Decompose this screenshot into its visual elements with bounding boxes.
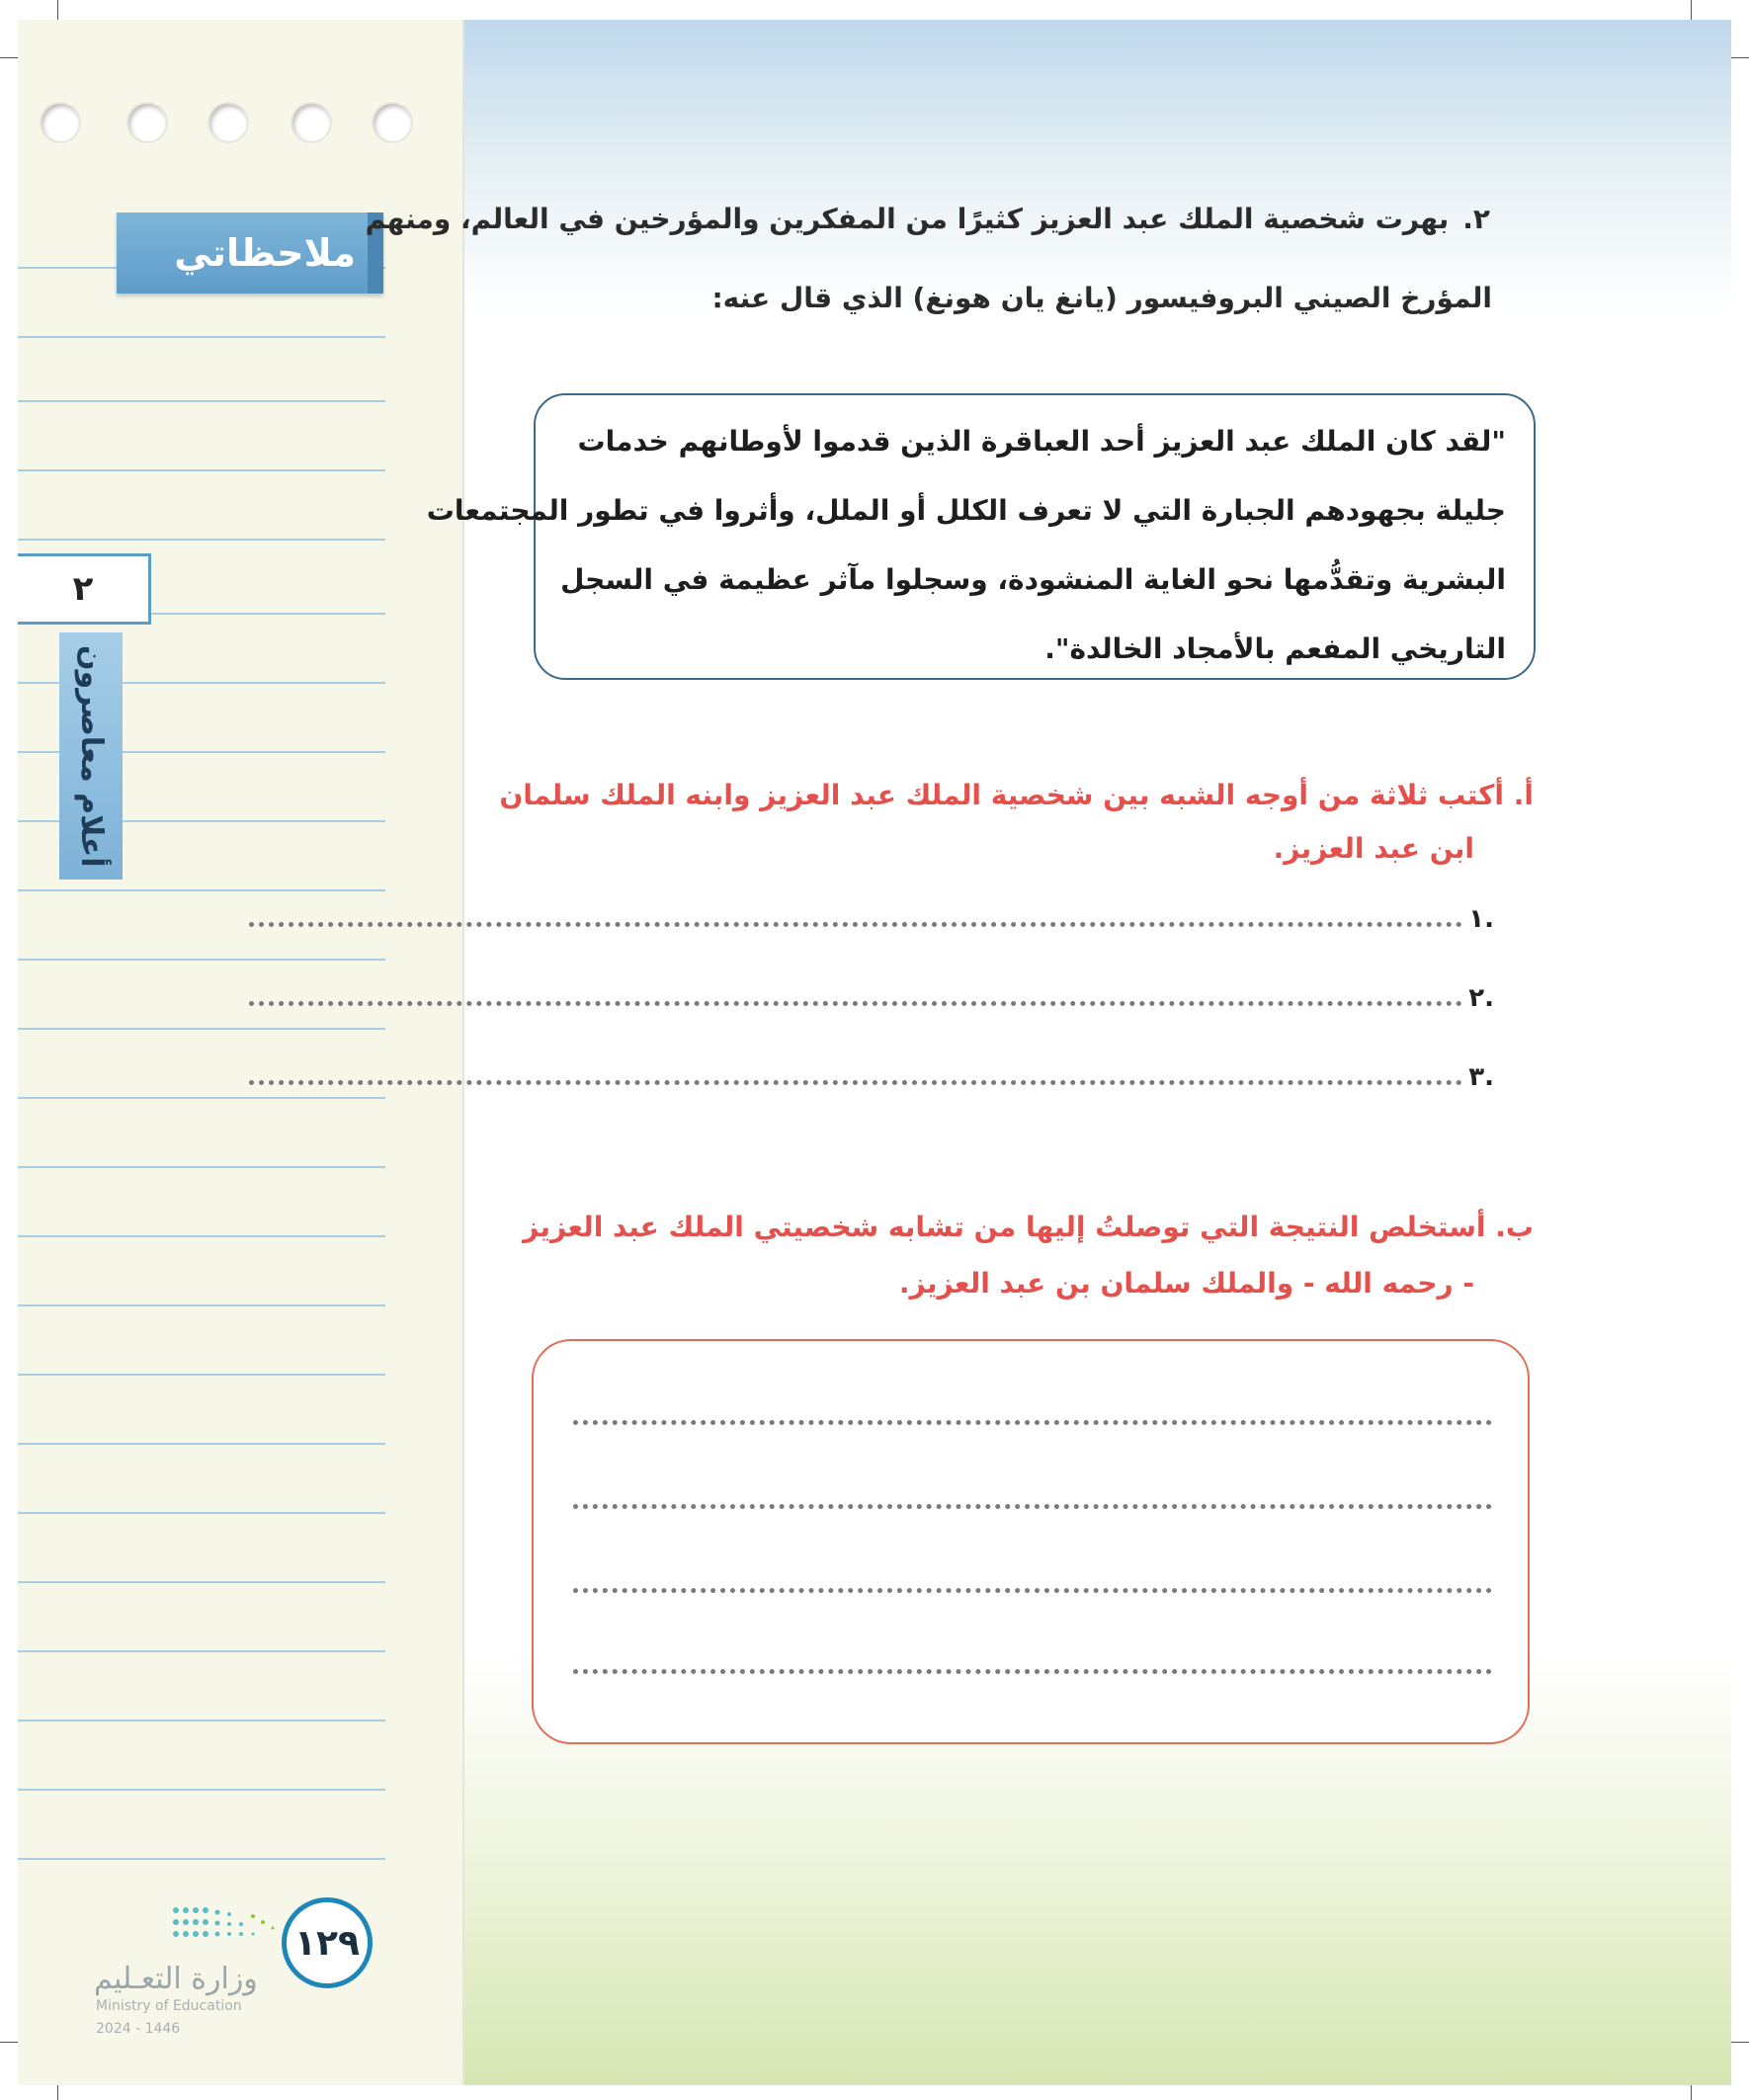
part-a-line1: أ. أكتب ثلاثة من أوجه الشبه بين شخصية الملك عبد العزيز وابنه الملك سلمان: [499, 779, 1534, 811]
ruled-line: [18, 1097, 385, 1099]
unit-title-label: أعلام معاصرون: [59, 632, 123, 880]
notes-heading-label: ملاحظاتي: [174, 231, 356, 275]
question-2: [265, 203, 1490, 235]
answer-line-3[interactable]: [249, 1057, 1494, 1097]
notes-column: [18, 20, 464, 2085]
quote-line-3: البشرية وتقدُّمها نحو الغاية المنشودة، وسجلوا مآثر عظيمة في السجل: [560, 563, 1506, 596]
ruled-line: [18, 1166, 385, 1168]
page-number: ١٢٩: [282, 1897, 373, 1988]
answer-number: ٣.: [1468, 1062, 1494, 1092]
question-2-number: ٢.: [1462, 203, 1490, 235]
ruled-line: [18, 400, 385, 402]
binder-hole: [374, 104, 411, 141]
ruled-line: [18, 539, 385, 541]
quote-box: [426, 393, 1536, 680]
ruled-line: [18, 1720, 385, 1722]
dotted-line: [249, 922, 1462, 927]
unit-number-badge: ٢: [18, 553, 151, 625]
content-panel: [426, 20, 1731, 2085]
ruled-line: [18, 1858, 385, 1860]
ruled-line: [18, 336, 385, 338]
part-b-answer-box[interactable]: [532, 1339, 1530, 1744]
ruled-line: [18, 1650, 385, 1652]
question-2-line1: بهرت شخصية الملك عبد العزيز كثيرًا من المفكرين والمؤرخين في العالم، ومنهم: [365, 203, 1450, 235]
answer-line-2[interactable]: [249, 978, 1494, 1018]
ruled-line: [18, 1789, 385, 1791]
binder-hole: [128, 104, 166, 141]
dotted-line: [573, 1669, 1492, 1674]
dotted-line: [249, 1001, 1462, 1006]
binder-hole: [42, 104, 79, 141]
answer-number: ١.: [1468, 904, 1494, 934]
ministry-logo-icon: [168, 1902, 287, 1946]
ruled-line: [18, 1374, 385, 1376]
quote-line-4: التاريخي المفعم بالأمجاد الخالدة".: [1044, 632, 1506, 665]
answer-number: ٢.: [1468, 983, 1494, 1013]
dotted-line: [249, 1080, 1462, 1085]
dotted-line: [573, 1588, 1492, 1593]
ministry-name-arabic: وزارة التعـليم: [94, 1962, 258, 1996]
part-b-line1: ب. أستخلص النتيجة التي توصلتُ إليها من تشابه شخصيتي الملك عبد العزيز: [523, 1211, 1534, 1243]
quote-line-1: "لقد كان الملك عبد العزيز أحد العباقرة الذين قدموا لأوطانهم خدمات: [577, 425, 1506, 458]
ruled-line: [18, 1304, 385, 1306]
question-2-line2: المؤرخ الصيني البروفيسور (يانغ يان هونغ) الذي قال عنه:: [711, 282, 1492, 314]
ruled-line: [18, 1581, 385, 1583]
ministry-year: 2024 - 1446: [96, 2021, 181, 2037]
ruled-line: [18, 1443, 385, 1445]
ruled-line: [18, 469, 385, 471]
part-a-line2: ابن عبد العزيز.: [1273, 832, 1474, 865]
quote-line-2: جليلة بجهودهم الجبارة التي لا تعرف الكلل أو الملل، وأثروا في تطور المجتمعات: [426, 494, 1506, 527]
ruled-line: [18, 889, 385, 891]
ruled-line: [18, 959, 385, 961]
binder-hole: [292, 104, 330, 141]
answer-line-1[interactable]: [249, 899, 1494, 939]
part-b-line2: - رحمه الله - والملك سلمان بن عبد العزيز.: [898, 1267, 1474, 1300]
dotted-line: [573, 1420, 1492, 1425]
binder-hole: [209, 104, 247, 141]
dotted-line: [573, 1504, 1492, 1509]
ministry-name-english: Ministry of Education: [96, 1998, 242, 2014]
ruled-line: [18, 1512, 385, 1514]
ruled-line: [18, 1028, 385, 1030]
